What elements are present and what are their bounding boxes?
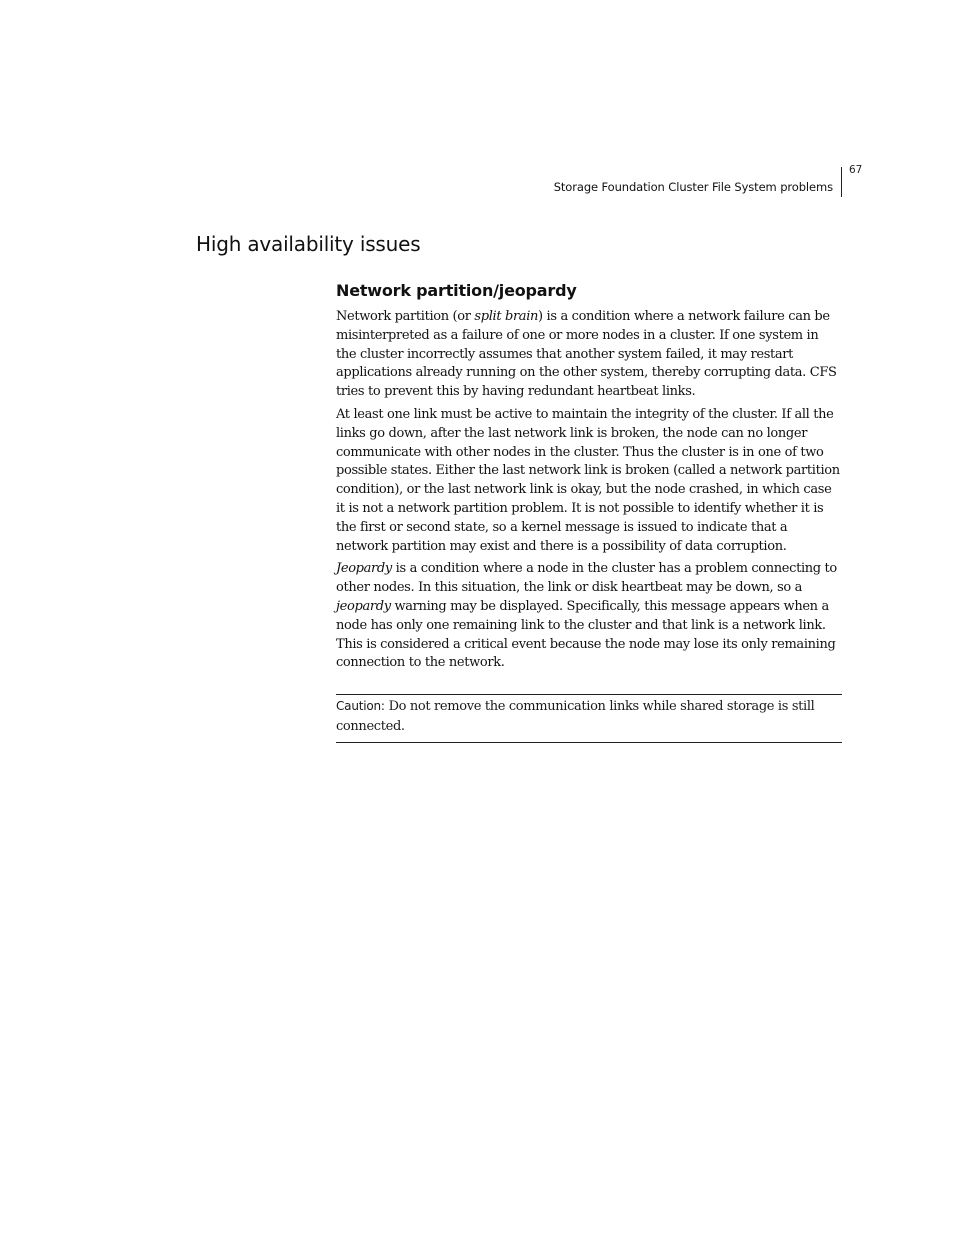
paragraph-text: is a condition where a node in the cluster has a problem connecting to other nodes. In this situation, the link or disk heartbeat may be down, so a <box>336 561 837 596</box>
header-divider <box>841 167 842 197</box>
page-number: 67 <box>849 164 863 176</box>
paragraph-jeopardy <box>336 560 842 673</box>
caution-label: Caution: <box>336 699 385 714</box>
paragraph-text: ) is a condition where a network failure can be misinterpreted as a failure of one or more nodes in a cluster. If one system in the cluster incorrectly assumes that another system failed, it may restart applications already running on the other system, thereby corrupting data. CFS tries to prevent this by having redundant heartbeat links. <box>336 309 837 400</box>
paragraph-link-integrity: At least one link must be active to maintain the integrity of the cluster. If all the links go down, after the last network link is broken, the node can no longer communicate with other nodes in the cluster. Thus the cluster is in one of two possible states. Either the last network link is broken (called a network partition condition), or the last network link is okay, but the node crashed, in which case it is not a network partition problem. It is not possible to identify whether it is the first or second state, so a kernel message is issued to indicate that a network partition may exist and there is a possibility of data corruption. <box>336 406 840 554</box>
section-title: High availability issues <box>196 232 421 256</box>
emphasis-term: split brain <box>474 309 539 324</box>
paragraph-text: warning may be displayed. Specifically, this message appears when a node has only one remaining link to the cluster and that link is a network link. This is considered a critical event because the node may lose its only remaining connection to the network. <box>336 598 836 671</box>
main-content <box>336 280 842 743</box>
emphasis-term: jeopardy <box>336 598 391 614</box>
paragraph-network-partition <box>336 308 842 402</box>
subsection-title: Network partition/jeopardy <box>336 281 577 300</box>
emphasis-term: Jeopardy <box>336 561 392 577</box>
paragraph-text: Network partition (or <box>336 309 475 324</box>
caution-text: Do not remove the communication links while shared storage is still connected. <box>336 699 815 734</box>
caution-note <box>336 694 842 743</box>
running-header: Storage Foundation Cluster File System problems <box>553 180 833 194</box>
